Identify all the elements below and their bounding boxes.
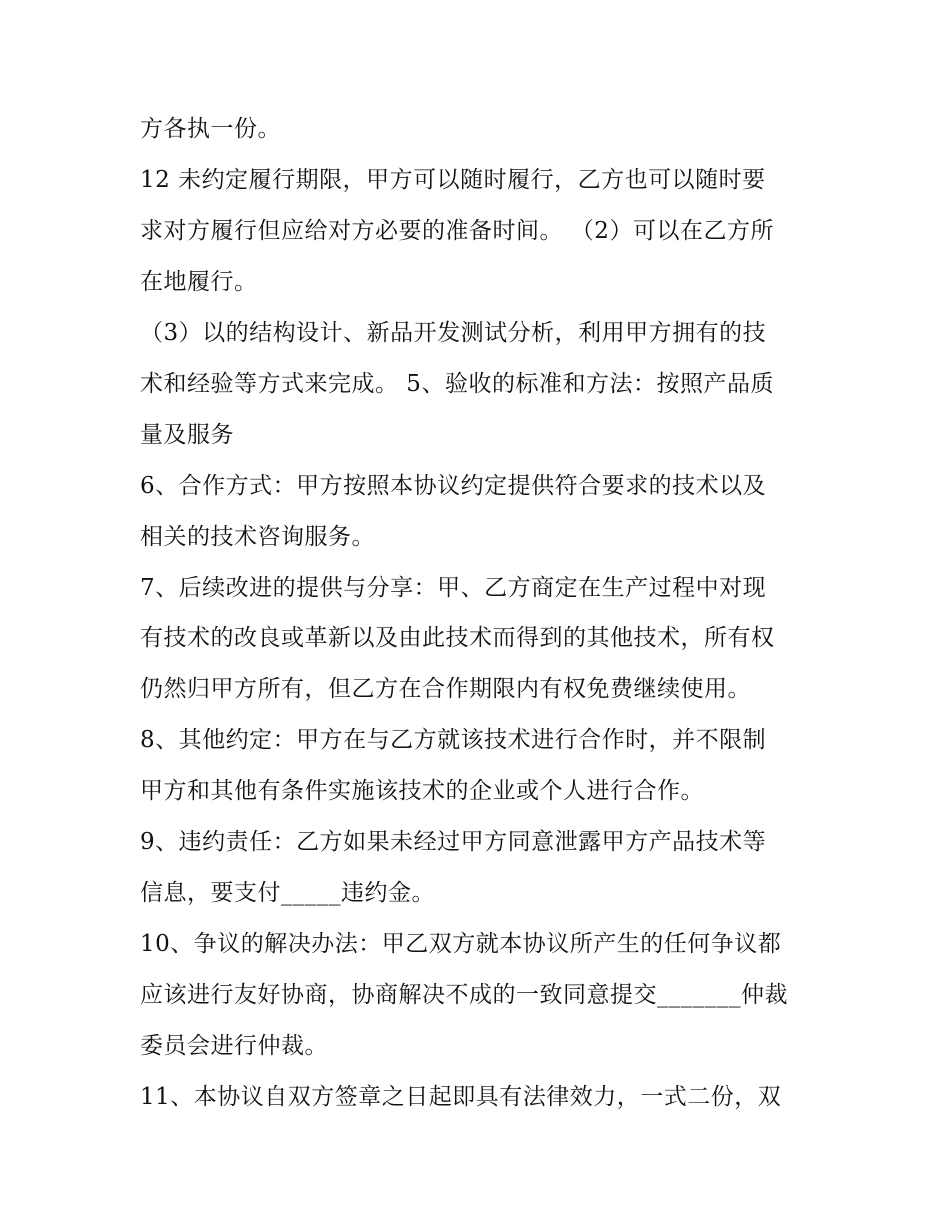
text-line: 委员会进行仲裁。 xyxy=(140,1033,328,1059)
text-line: 仍然归甲方所有，但乙方在合作期限内有权免费继续使用。 xyxy=(140,676,751,702)
text-line: 有技术的改良或革新以及由此技术而得到的其他技术，所有权 xyxy=(140,625,775,651)
text-line: 12 未约定履行期限，甲方可以随时履行，乙方也可以随时要 xyxy=(140,167,766,193)
text-line: 应该进行友好协商，协商解决不成的一致同意提交_______仲裁 xyxy=(140,982,788,1008)
text-line: 9、违约责任：乙方如果未经过甲方同意泄露甲方产品技术等 xyxy=(140,829,767,855)
text-line: 11、本协议自双方签章之日起即具有法律效力，一式二份，双 xyxy=(140,1084,782,1110)
text-line: 在地履行。 xyxy=(140,269,258,295)
text-line: 相关的技术咨询服务。 xyxy=(140,524,375,550)
text-line: （3）以的结构设计、新品开发测试分析，利用甲方拥有的技 xyxy=(140,320,767,346)
text-line: 求对方履行但应给对方必要的准备时间。 （2）可以在乙方所 xyxy=(140,218,774,244)
text-line: 10、争议的解决办法：甲乙双方就本协议所产生的任何争议都 xyxy=(140,931,782,957)
text-line: 量及服务 xyxy=(140,422,234,448)
text-line: 方各执一份。 xyxy=(140,116,281,142)
text-line: 甲方和其他有条件实施该技术的企业或个人进行合作。 xyxy=(140,778,704,804)
text-line: 信息，要支付_____违约金。 xyxy=(140,880,435,906)
text-line: 6、合作方式：甲方按照本协议约定提供符合要求的技术以及 xyxy=(140,473,767,499)
text-line: 术和经验等方式来完成。 5、验收的标准和方法：按照产品质 xyxy=(140,371,774,397)
text-line: 7、后续改进的提供与分享：甲、乙方商定在生产过程中对现 xyxy=(140,575,767,601)
text-line: 8、其他约定：甲方在与乙方就该技术进行合作时，并不限制 xyxy=(140,727,767,753)
